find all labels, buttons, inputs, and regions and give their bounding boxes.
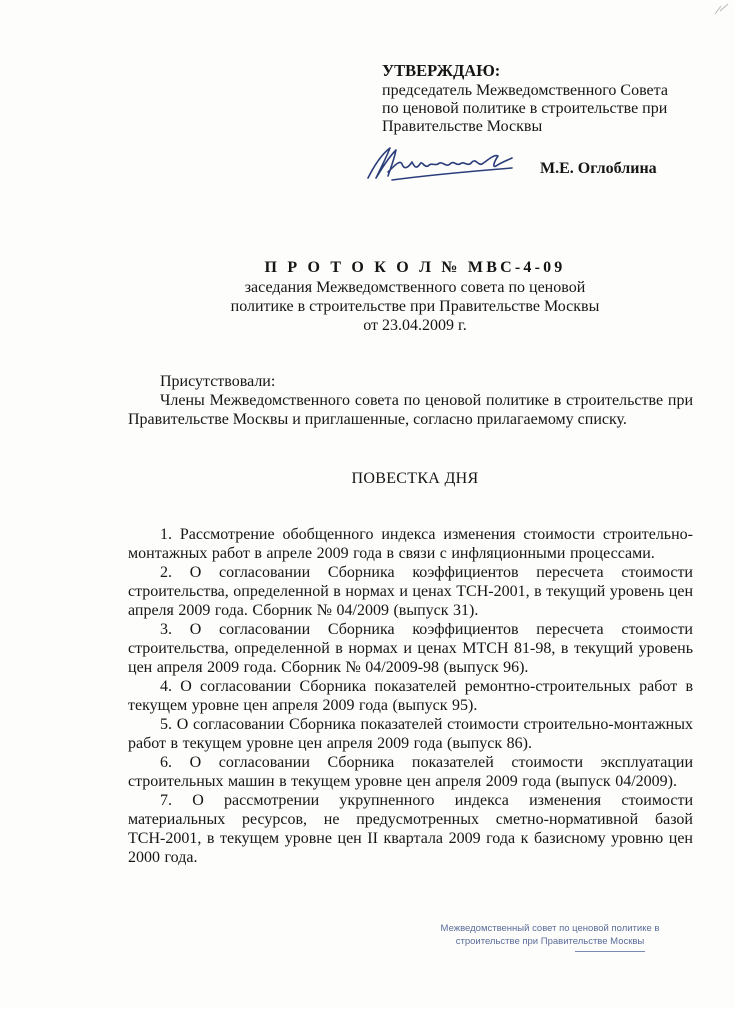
present-label: Присутствовали:	[160, 373, 276, 390]
stamp-line-2: строительстве при Правительстве Москвы	[455, 936, 645, 947]
agenda-item-3: 3. О согласовании Сборника коэффициентов пересчета стоимости строительства, определенной в нормах и ценах МТСН 81-98, в текущий уровень цен апреля 2009 года. Сборник № 04/2009-98 (выпуск 96).	[128, 621, 693, 676]
agenda-item-5: 5. О согласовании Сборника показателей стоимости строительно-монтажных работ в текущем уровне цен апреля 2009 года (выпуск 86).	[128, 716, 693, 752]
protocol-title: П Р О Т О К О Л № МВС-4-09	[264, 259, 566, 276]
agenda-list	[128, 525, 693, 867]
approval-heading: УТВЕРЖДАЮ:	[382, 61, 501, 80]
agenda-item-1: 1. Рассмотрение обобщенного индекса изменения стоимости строительно-монтажных работ в апреле 2009 года в связи с инфляционными процессами.	[128, 526, 693, 562]
agenda-item-4: 4. О согласовании Сборника показателей ремонтно-строительных работ в текущем уровне цен апреля 2009 года (выпуск 95).	[128, 678, 693, 714]
stamp-underline	[575, 951, 645, 952]
approval-line-2: по ценовой политике в строительстве при	[382, 100, 668, 117]
approval-line-1: председатель Межведомственного Совета	[382, 82, 668, 99]
agenda-item-6: 6. О согласовании Сборника показателей стоимости эксплуатации строительных машин в текущем уровне цен апреля 2009 года (выпуск 04/2009).	[128, 754, 693, 790]
corner-pen-mark	[712, 2, 732, 16]
approval-line-3: Правительстве Москвы	[382, 118, 543, 135]
present-text: Члены Межведомственного совета по ценовой политике в строительстве при Правительстве Москвы и приглашенные, согласно прилагаемому списку.	[128, 392, 693, 428]
agenda-title: ПОВЕСТКА ДНЯ	[351, 470, 479, 487]
handwritten-signature	[362, 142, 532, 184]
organization-stamp	[425, 922, 675, 948]
protocol-date: от 23.04.2009 г.	[363, 317, 467, 334]
protocol-title-block	[120, 258, 710, 335]
approval-block	[382, 62, 712, 136]
present-section	[128, 372, 693, 429]
agenda-item-2: 2. О согласовании Сборника коэффициентов пересчета стоимости строительства, определенной в нормах и ценах ТСН-2001, в текущий уровень цен апреля 2009 года. Сборник № 04/2009 (выпуск 31).	[128, 564, 693, 619]
agenda-item-7: 7. О рассмотрении укрупненного индекса изменения стоимости материальных ресурсов, не предусмотренных сметно-нормативной базой ТСН-2001, в текущем уровне цен II квартала 2009 года к базисному уровню цен 2000 года.	[128, 792, 693, 866]
protocol-subtitle-line-2: политике в строительстве при Правительстве Москвы	[230, 298, 600, 315]
protocol-subtitle-line-1: заседания Межведомственного совета по ценовой	[244, 279, 586, 296]
signer-name: М.Е. Оглоблина	[540, 160, 657, 177]
stamp-line-1: Межведомственный совет по ценовой политике в	[440, 923, 660, 934]
